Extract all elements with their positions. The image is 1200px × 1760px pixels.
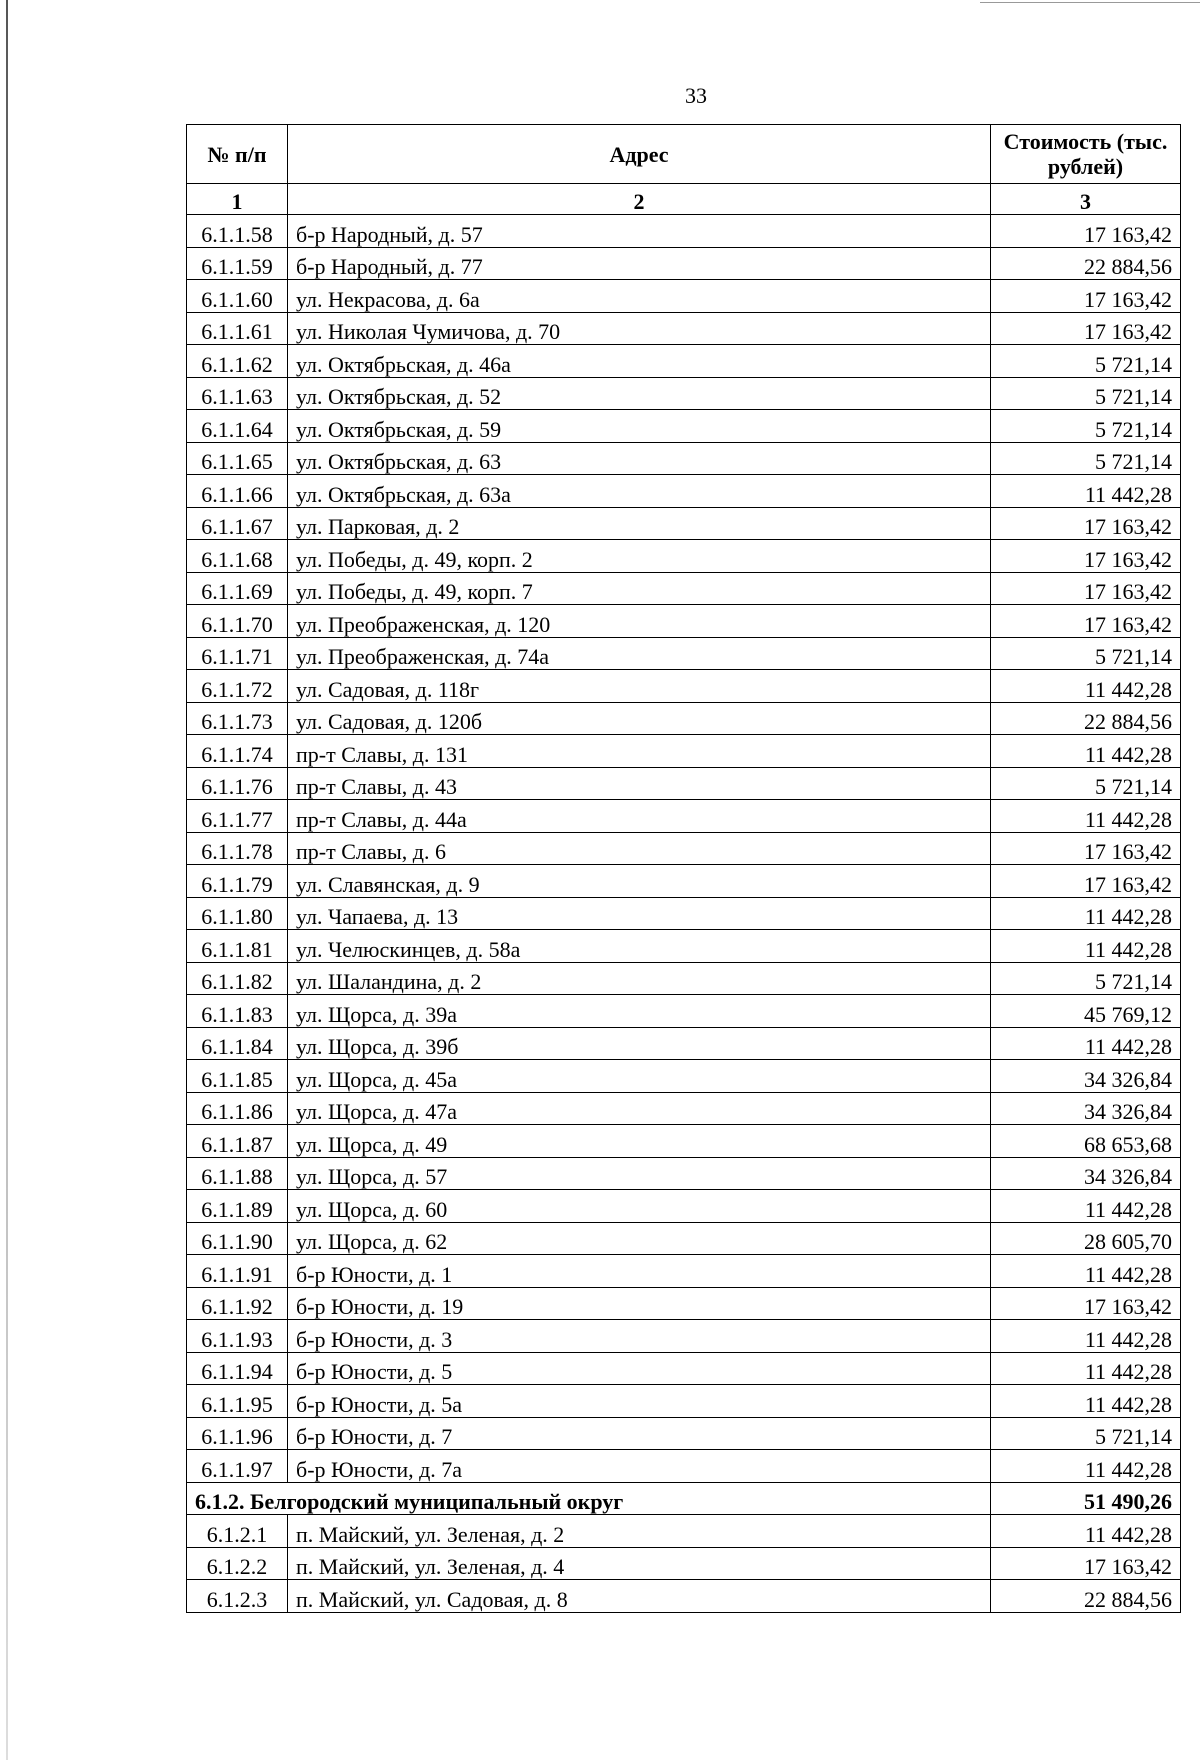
table-row [187,572,1181,605]
row-address: б-р Юности, д. 5 [288,1352,991,1385]
row-number: 6.1.1.68 [187,540,288,573]
table-header-row [187,125,1181,184]
row-number: 6.1.1.92 [187,1287,288,1320]
row-cost: 11 442,28 [991,897,1181,930]
section-title: 6.1.2. Белгородский муниципальный округ [187,1482,991,1515]
row-address: ул. Щорса, д. 60 [288,1190,991,1223]
row-cost: 17 163,42 [991,312,1181,345]
table-row [187,1320,1181,1353]
row-number: 6.1.1.80 [187,897,288,930]
row-cost: 11 442,28 [991,1190,1181,1223]
row-number: 6.1.1.69 [187,572,288,605]
row-cost: 22 884,56 [991,247,1181,280]
table-row [187,247,1181,280]
row-address: ул. Победы, д. 49, корп. 7 [288,572,991,605]
row-number: 6.1.1.94 [187,1352,288,1385]
row-address: ул. Парковая, д. 2 [288,507,991,540]
row-number: 6.1.1.77 [187,800,288,833]
row-cost: 11 442,28 [991,930,1181,963]
table-row [187,1222,1181,1255]
row-address: ул. Октябрьская, д. 46а [288,345,991,378]
row-cost: 45 769,12 [991,995,1181,1028]
row-number: 6.1.1.90 [187,1222,288,1255]
column-number-row [187,184,1181,215]
row-cost: 34 326,84 [991,1092,1181,1125]
row-number: 6.1.1.82 [187,962,288,995]
table-row [187,540,1181,573]
row-number: 6.1.1.70 [187,605,288,638]
row-address: ул. Преображенская, д. 120 [288,605,991,638]
column-number: 3 [991,184,1181,215]
row-address: ул. Садовая, д. 118г [288,670,991,703]
row-cost: 17 163,42 [991,832,1181,865]
row-address: ул. Садовая, д. 120б [288,702,991,735]
table-row [187,637,1181,670]
table-row [187,1515,1181,1548]
row-number: 6.1.1.88 [187,1157,288,1190]
row-number: 6.1.1.61 [187,312,288,345]
table-row [187,1385,1181,1418]
row-cost: 34 326,84 [991,1157,1181,1190]
row-cost: 11 442,28 [991,670,1181,703]
row-cost: 11 442,28 [991,1352,1181,1385]
table-row [187,1125,1181,1158]
table-row [187,767,1181,800]
row-address: б-р Народный, д. 57 [288,215,991,248]
row-cost: 17 163,42 [991,280,1181,313]
row-number: 6.1.1.78 [187,832,288,865]
row-number: 6.1.1.86 [187,1092,288,1125]
row-number: 6.1.2.2 [187,1547,288,1580]
row-address: ул. Щорса, д. 57 [288,1157,991,1190]
row-number: 6.1.1.73 [187,702,288,735]
row-number: 6.1.1.81 [187,930,288,963]
row-cost: 17 163,42 [991,540,1181,573]
row-address: ул. Щорса, д. 49 [288,1125,991,1158]
row-address: б-р Юности, д. 1 [288,1255,991,1288]
row-cost: 22 884,56 [991,702,1181,735]
row-address: пр-т Славы, д. 6 [288,832,991,865]
table-row [187,962,1181,995]
row-cost: 17 163,42 [991,1547,1181,1580]
scan-edge-line [980,2,1200,3]
table-row [187,1450,1181,1483]
row-number: 6.1.1.97 [187,1450,288,1483]
row-cost: 17 163,42 [991,215,1181,248]
row-address: п. Майский, ул. Зеленая, д. 2 [288,1515,991,1548]
row-address: ул. Щорса, д. 39а [288,995,991,1028]
header-number: № п/п [187,125,288,184]
row-address: б-р Юности, д. 7 [288,1417,991,1450]
row-cost: 5 721,14 [991,410,1181,443]
row-number: 6.1.1.66 [187,475,288,508]
row-address: ул. Челюскинцев, д. 58а [288,930,991,963]
page-number: 33 [685,83,707,108]
row-address: пр-т Славы, д. 44а [288,800,991,833]
row-number: 6.1.1.71 [187,637,288,670]
table-row [187,312,1181,345]
table-row [187,1092,1181,1125]
table-row [187,442,1181,475]
row-number: 6.1.1.79 [187,865,288,898]
cost-table [186,124,1181,1613]
row-cost: 11 442,28 [991,1320,1181,1353]
row-address: ул. Щорса, д. 47а [288,1092,991,1125]
row-number: 6.1.1.87 [187,1125,288,1158]
row-number: 6.1.1.89 [187,1190,288,1223]
table-row [187,1417,1181,1450]
row-cost: 5 721,14 [991,1417,1181,1450]
table-row [187,1580,1181,1613]
row-cost: 17 163,42 [991,605,1181,638]
row-number: 6.1.1.60 [187,280,288,313]
row-cost: 11 442,28 [991,1027,1181,1060]
table-row [187,345,1181,378]
row-cost: 22 884,56 [991,1580,1181,1613]
row-cost: 11 442,28 [991,475,1181,508]
row-address: ул. Чапаева, д. 13 [288,897,991,930]
row-address: ул. Некрасова, д. 6а [288,280,991,313]
row-number: 6.1.1.91 [187,1255,288,1288]
row-address: б-р Юности, д. 3 [288,1320,991,1353]
row-address: п. Майский, ул. Садовая, д. 8 [288,1580,991,1613]
table-row [187,1157,1181,1190]
row-cost: 34 326,84 [991,1060,1181,1093]
table-row [187,702,1181,735]
row-address: ул. Николая Чумичова, д. 70 [288,312,991,345]
row-cost: 11 442,28 [991,800,1181,833]
row-cost: 11 442,28 [991,1515,1181,1548]
row-number: 6.1.1.65 [187,442,288,475]
row-address: ул. Октябрьская, д. 63 [288,442,991,475]
row-address: б-р Юности, д. 19 [288,1287,991,1320]
row-cost: 5 721,14 [991,377,1181,410]
row-number: 6.1.1.58 [187,215,288,248]
table-row [187,800,1181,833]
row-address: ул. Щорса, д. 45а [288,1060,991,1093]
row-cost: 11 442,28 [991,735,1181,768]
row-number: 6.1.1.72 [187,670,288,703]
table-row [187,1027,1181,1060]
row-number: 6.1.1.84 [187,1027,288,1060]
section-cost: 51 490,26 [991,1482,1181,1515]
row-cost: 11 442,28 [991,1255,1181,1288]
row-address: ул. Октябрьская, д. 59 [288,410,991,443]
row-cost: 5 721,14 [991,345,1181,378]
row-number: 6.1.1.74 [187,735,288,768]
row-address: пр-т Славы, д. 131 [288,735,991,768]
table-row [187,1547,1181,1580]
table-row [187,377,1181,410]
row-address: ул. Октябрьская, д. 52 [288,377,991,410]
header-cost-label: Стоимость (тыс. рублей) [1003,129,1168,179]
row-address: б-р Народный, д. 77 [288,247,991,280]
header-address: Адрес [288,125,991,184]
row-address: б-р Юности, д. 5а [288,1385,991,1418]
table-row [187,1190,1181,1223]
row-cost: 17 163,42 [991,507,1181,540]
table-row [187,1060,1181,1093]
row-address: ул. Победы, д. 49, корп. 2 [288,540,991,573]
column-number: 2 [288,184,991,215]
table-row [187,215,1181,248]
row-number: 6.1.1.93 [187,1320,288,1353]
row-address: ул. Преображенская, д. 74а [288,637,991,670]
row-address: п. Майский, ул. Зеленая, д. 4 [288,1547,991,1580]
row-cost: 5 721,14 [991,442,1181,475]
table-row [187,1255,1181,1288]
table-body [187,215,1181,1613]
row-number: 6.1.1.85 [187,1060,288,1093]
row-number: 6.1.1.95 [187,1385,288,1418]
row-cost: 5 721,14 [991,962,1181,995]
row-number: 6.1.1.67 [187,507,288,540]
row-address: ул. Щорса, д. 62 [288,1222,991,1255]
row-cost: 28 605,70 [991,1222,1181,1255]
row-cost: 5 721,14 [991,767,1181,800]
table-row [187,995,1181,1028]
column-number: 1 [187,184,288,215]
row-number: 6.1.1.76 [187,767,288,800]
header-cost [991,125,1181,184]
row-address: ул. Шаландина, д. 2 [288,962,991,995]
table-row [187,670,1181,703]
row-address: ул. Октябрьская, д. 63а [288,475,991,508]
table-row [187,1352,1181,1385]
row-number: 6.1.2.3 [187,1580,288,1613]
table-row [187,832,1181,865]
row-number: 6.1.1.63 [187,377,288,410]
row-cost: 68 653,68 [991,1125,1181,1158]
row-number: 6.1.1.64 [187,410,288,443]
table-row [187,897,1181,930]
row-number: 6.1.1.59 [187,247,288,280]
row-address: ул. Славянская, д. 9 [288,865,991,898]
row-cost: 11 442,28 [991,1385,1181,1418]
row-cost: 17 163,42 [991,572,1181,605]
table-row [187,475,1181,508]
table-row [187,865,1181,898]
row-number: 6.1.1.83 [187,995,288,1028]
table-row [187,930,1181,963]
table-row [187,507,1181,540]
row-cost: 17 163,42 [991,1287,1181,1320]
row-address: пр-т Славы, д. 43 [288,767,991,800]
table-row [187,605,1181,638]
row-number: 6.1.1.62 [187,345,288,378]
row-cost: 5 721,14 [991,637,1181,670]
table-row [187,410,1181,443]
row-cost: 17 163,42 [991,865,1181,898]
section-row [187,1482,1181,1515]
scan-edge-shadow [6,0,8,1760]
table-row [187,1287,1181,1320]
row-number: 6.1.2.1 [187,1515,288,1548]
row-address: б-р Юности, д. 7а [288,1450,991,1483]
row-number: 6.1.1.96 [187,1417,288,1450]
table-row [187,735,1181,768]
row-address: ул. Щорса, д. 39б [288,1027,991,1060]
table-row [187,280,1181,313]
row-cost: 11 442,28 [991,1450,1181,1483]
